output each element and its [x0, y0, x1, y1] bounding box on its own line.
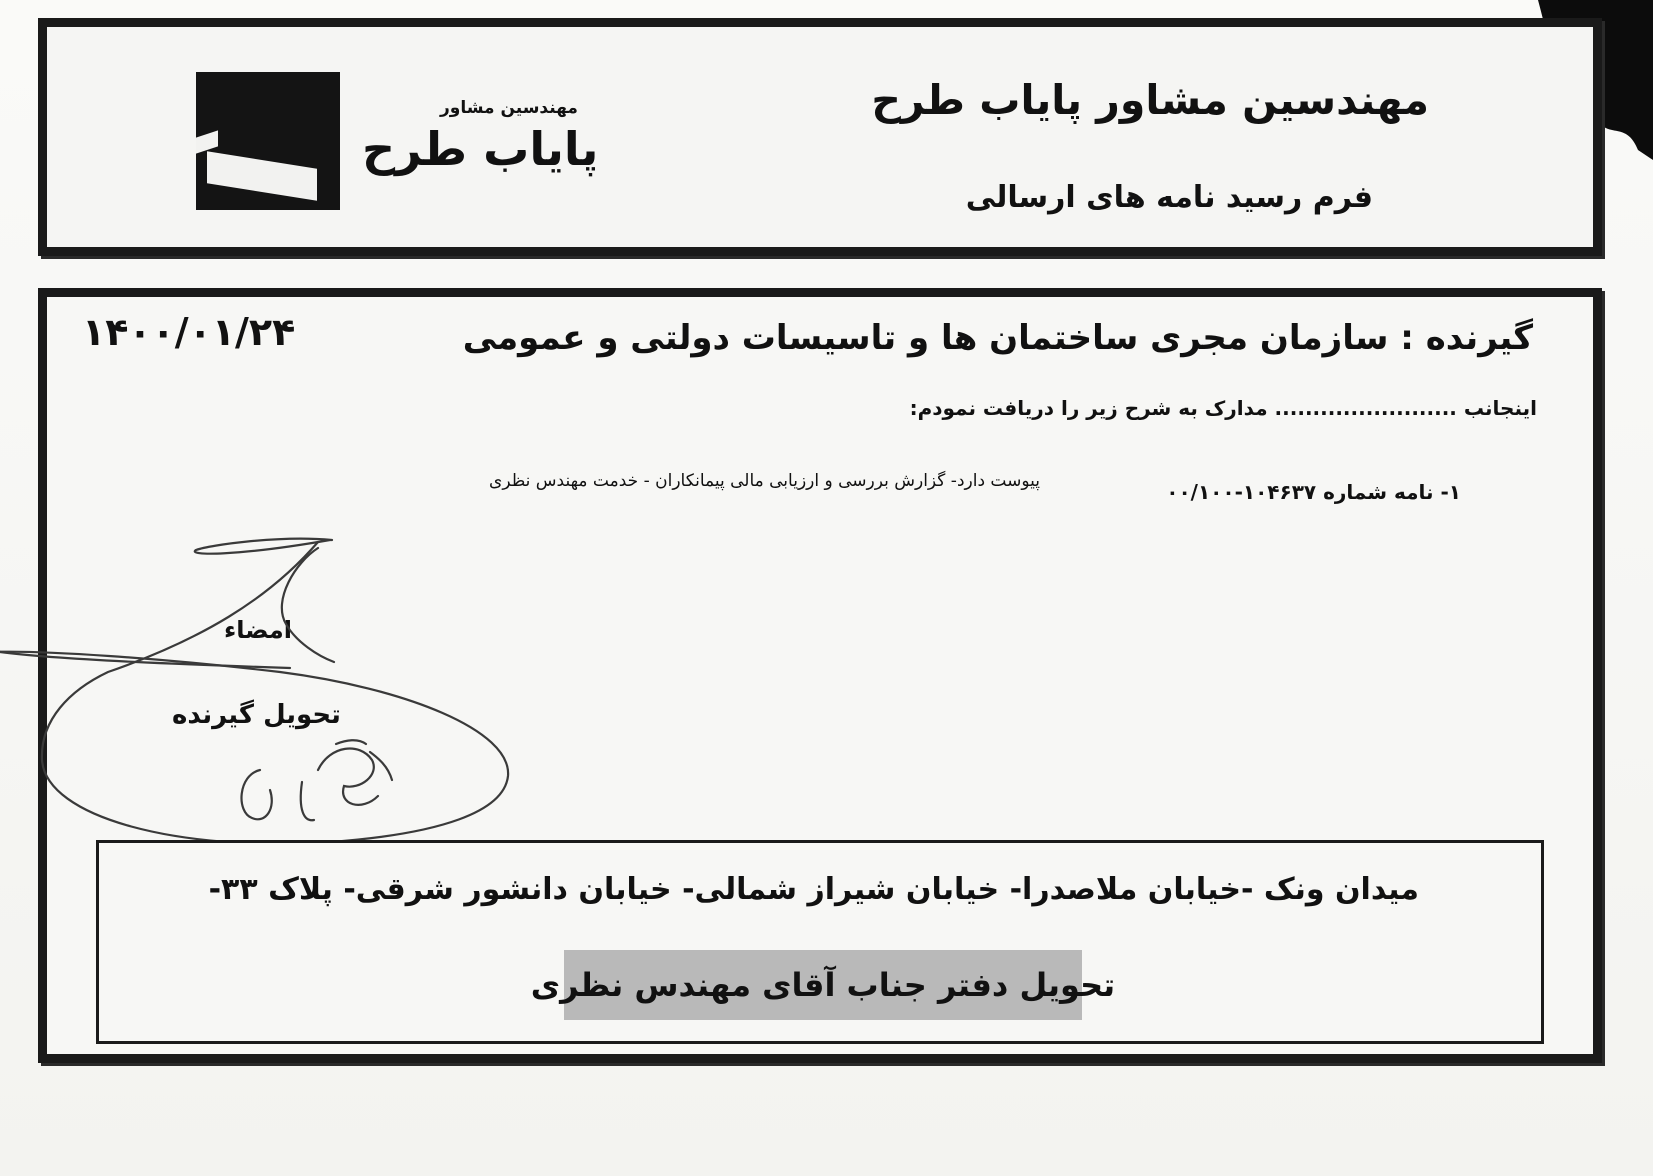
- recipient-line: گیرنده : سازمان مجری ساختمان ها و تاسیسات دولتی و عمومی: [462, 318, 1533, 358]
- signature-label: امضاء: [224, 616, 293, 644]
- acknowledgement-line: اینجانب ........................ مدارک به شرح زیر را دریافت نمودم:: [909, 396, 1537, 420]
- office-delivery-note: تحویل دفتر جناب آقای مهندس نظری: [564, 950, 1082, 1020]
- form-date: ۱۴۰۰/۰۱/۲۴: [82, 310, 296, 354]
- logo-subtitle: مهندسین مشاور: [440, 98, 578, 118]
- form-title: فرم رسید نامه های ارسالی: [965, 180, 1373, 215]
- item-description: پیوست دارد- گزارش بررسی و ارزیابی مالی پیمانکاران - خدمت مهندس نظری: [489, 471, 1040, 491]
- deliverer-label: تحویل گیرنده: [172, 700, 341, 730]
- company-name: مهندسین مشاور پایاب طرح: [871, 76, 1429, 124]
- address-text: میدان ونک -خیابان ملاصدرا- خیابان شیراز شمالی- خیابان دانشور شرقی- پلاک ۳۳-: [208, 872, 1419, 907]
- item-letter-number: ۱- نامه شماره ۱۰۴۶۳۷-۰۰/۱۰۰: [1166, 480, 1461, 504]
- logo-title: پایاب طرح: [362, 122, 599, 176]
